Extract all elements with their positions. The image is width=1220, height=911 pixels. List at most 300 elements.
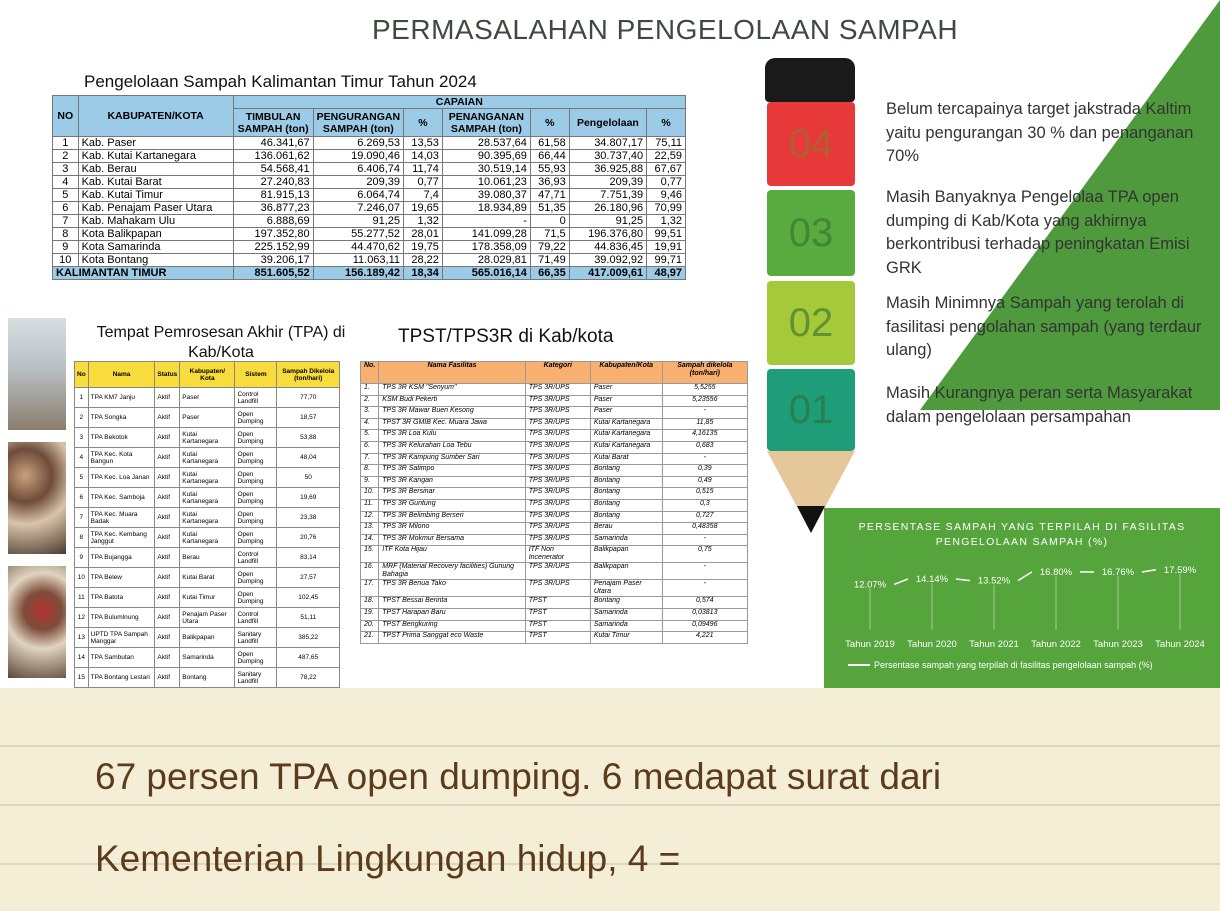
tpa-cell: Aktif: [155, 528, 180, 548]
table-cell: 66,44: [530, 150, 569, 163]
tpst-cell: TPS 3R Milono: [379, 523, 525, 535]
tpst-cell: TPS 3R Kampung Sumber Sari: [379, 453, 525, 465]
tpst-cell: 0,75: [662, 546, 747, 563]
table-cell: 0,77: [647, 176, 686, 189]
tpa-table: [74, 361, 340, 688]
tpa-cell: Aktif: [155, 668, 180, 688]
puzzle-number: 03: [788, 210, 834, 255]
table-cell: Kab. Paser: [78, 137, 233, 150]
table-row: [361, 511, 748, 523]
tpa-cell: 12: [75, 608, 89, 628]
table-cell: 39.206,17: [233, 254, 313, 267]
table-cell: 26.180,96: [569, 202, 646, 215]
chart-series-line: [894, 579, 908, 585]
table-cell: Kab. Kutai Barat: [78, 176, 233, 189]
tpa-cell: Balikpapan: [180, 628, 235, 648]
tpst-cell: 15.: [361, 546, 379, 563]
tpa-cell: 8: [75, 528, 89, 548]
tpst-cell: TPST: [525, 597, 590, 609]
tpst-cell: 0,727: [662, 511, 747, 523]
tpa-cell: 27,57: [277, 568, 340, 588]
tpst-cell: -: [662, 453, 747, 465]
chart-x-tick: Tahun 2021: [969, 639, 1019, 650]
header-pct2: %: [530, 109, 569, 137]
table1-title: Pengelolaan Sampah Kalimantan Timur Tahun 2024: [84, 72, 477, 91]
total-cell: 18,34: [404, 267, 443, 280]
tpa-cell: TPA Belew: [88, 568, 155, 588]
table-row: [75, 668, 340, 688]
tpst-cell: Bontang: [590, 465, 662, 477]
tpa-cell: 1: [75, 388, 89, 408]
table-row: [75, 448, 340, 468]
tpst-cell: Paser: [590, 395, 662, 407]
chart-x-tick: Tahun 2019: [845, 639, 895, 650]
tpa-cell: Open Dumping: [235, 648, 277, 668]
tpst-cell: 13.: [361, 523, 379, 535]
total-cell: 417.009,61: [569, 267, 646, 280]
tpa-cell: 77,70: [277, 388, 340, 408]
header-no: NO: [53, 96, 79, 137]
table-row: [361, 441, 748, 453]
table-cell: 7,4: [404, 189, 443, 202]
tpa-cell: Aktif: [155, 568, 180, 588]
table-cell: 7.751,39: [569, 189, 646, 202]
table-cell: 28.537,64: [442, 137, 530, 150]
table-cell: 36.925,88: [569, 163, 646, 176]
table-row: [361, 632, 748, 644]
tpst-cell: TPST 3R GMIB Kec. Muara Jawa: [379, 418, 525, 430]
table-row: [75, 648, 340, 668]
tpst-cell: ITF Non Incenerator: [525, 546, 590, 563]
tpst-cell: TPS 3R/UPS: [525, 430, 590, 442]
waste-management-table: [52, 95, 686, 280]
chart-data-label: 16.80%: [1039, 566, 1073, 578]
tpst-cell: Bontang: [590, 511, 662, 523]
table-cell: 197.352,80: [233, 228, 313, 241]
tpst-cell: Bontang: [590, 488, 662, 500]
puzzle-piece-01: [767, 369, 855, 451]
tpst-cell: Kutai Kartanegara: [590, 430, 662, 442]
table-row: [75, 568, 340, 588]
tpst-cell: 0,515: [662, 488, 747, 500]
tpa-cell: Aktif: [155, 608, 180, 628]
table-cell: 10: [53, 254, 79, 267]
caption-line-2: Kementerian Lingkungan hidup, 4 =: [95, 838, 681, 879]
tpst-cell: TPST: [525, 608, 590, 620]
tpa-cell: Berau: [180, 548, 235, 568]
tpst-header: Kategori: [525, 362, 590, 384]
tpst-cell: 1.: [361, 384, 379, 396]
tpst-cell: 12.: [361, 511, 379, 523]
table-cell: Kota Balikpapan: [78, 228, 233, 241]
legend-label: Persentase sampah yang terpilah di fasilitas pengelolaan sampah (%): [874, 660, 1153, 670]
tpst-cell: Bontang: [590, 476, 662, 488]
table-cell: Kab. Kutai Timur: [78, 189, 233, 202]
tpst-cell: TPS 3R/UPS: [525, 395, 590, 407]
tpst-cell: 7.: [361, 453, 379, 465]
total-row: [53, 267, 686, 280]
caption-area: [0, 688, 1220, 911]
tpst-cell: 0,574: [662, 597, 747, 609]
tpst-cell: Balikpapan: [590, 546, 662, 563]
table-cell: 19.090,46: [313, 150, 403, 163]
table-cell: 1,32: [404, 215, 443, 228]
tpst-cell: -: [662, 534, 747, 546]
tpa-cell: Open Dumping: [235, 508, 277, 528]
puzzle-piece-03: [767, 190, 855, 276]
tpa-header: No: [75, 362, 89, 388]
table-cell: 0,77: [404, 176, 443, 189]
tpst-cell: TPST Bessai Berinta: [379, 597, 525, 609]
tpst-header: Sampah dikelola (ton/hari): [662, 362, 747, 384]
tpa-cell: 83,14: [277, 548, 340, 568]
table-cell: 2: [53, 150, 79, 163]
table-row: [75, 528, 340, 548]
tpa-cell: Kutai Timur: [180, 588, 235, 608]
table-row: [361, 384, 748, 396]
tpst-cell: TPS 3R Mokmur Bersama: [379, 534, 525, 546]
landfill-photo-3: [8, 566, 66, 678]
tpa-cell: Sanitary Landfill: [235, 628, 277, 648]
tpa-cell: TPA KM7 Janju: [88, 388, 155, 408]
table-row: [75, 588, 340, 608]
tpa-cell: Kutai Kartanegara: [180, 428, 235, 448]
table-cell: 28.029,81: [442, 254, 530, 267]
tpa-header: Sistem: [235, 362, 277, 388]
tpa-cell: TPA Kec. Muara Badak: [88, 508, 155, 528]
tpa-cell: UPTD TPA Sampah Manggar: [88, 628, 155, 648]
table-cell: 36.877,23: [233, 202, 313, 215]
tpst-cell: TPST Prima Sanggat eco Waste: [379, 632, 525, 644]
tpst-cell: TPS 3R Kangan: [379, 476, 525, 488]
tpa-cell: 50: [277, 468, 340, 488]
landfill-photo-1: [8, 318, 66, 430]
tpa-cell: Kutai Barat: [180, 568, 235, 588]
tpa-cell: Aktif: [155, 448, 180, 468]
tpa-cell: Aktif: [155, 428, 180, 448]
tpa-cell: Control Landfill: [235, 608, 277, 628]
table-cell: 6.406,74: [313, 163, 403, 176]
tpa-cell: 7: [75, 508, 89, 528]
table-cell: 1: [53, 137, 79, 150]
header-capaian: CAPAIAN: [233, 96, 685, 109]
tpst-cell: Kutai Kartanegara: [590, 418, 662, 430]
problem-text-03: Masih Banyaknya Pengelolaa TPA open dumping di Kab/Kota yang akhirnya berkontribusi terhadap peningkatan Emisi GRK: [886, 188, 1190, 277]
tpa-cell: Aktif: [155, 388, 180, 408]
tpa-cell: 6: [75, 488, 89, 508]
tpst-cell: 3.: [361, 407, 379, 419]
tpst-cell: 0,683: [662, 441, 747, 453]
table-row: [53, 215, 686, 228]
table-cell: 19,75: [404, 241, 443, 254]
tpst-cell: ITF Kota Hijau: [379, 546, 525, 563]
tpst-cell: 0,39: [662, 465, 747, 477]
tpst-cell: TPS 3R/UPS: [525, 453, 590, 465]
header-penanganan: PENANGANAN SAMPAH (ton): [442, 109, 530, 137]
tpa-cell: TPA Batota: [88, 588, 155, 608]
table-row: [361, 608, 748, 620]
tpst-cell: TPS 3R/UPS: [525, 499, 590, 511]
chart-x-tick: Tahun 2020: [907, 639, 957, 650]
tpst-cell: Penajam Paser Utara: [590, 580, 662, 597]
tpa-cell: Control Landfill: [235, 548, 277, 568]
tpa-header: Status: [155, 362, 180, 388]
total-cell: 48,97: [647, 267, 686, 280]
table-row: [53, 202, 686, 215]
table-cell: 225.152,99: [233, 241, 313, 254]
table-cell: 22,59: [647, 150, 686, 163]
table-cell: Kab. Mahakam Ulu: [78, 215, 233, 228]
chart-series-line: [1142, 570, 1156, 572]
table-cell: 36,93: [530, 176, 569, 189]
tpa-cell: Kutai Kartanegara: [180, 468, 235, 488]
header-pengelolaan: Pengelolaan: [569, 109, 646, 137]
chart-x-tick: Tahun 2023: [1093, 639, 1143, 650]
tpa-cell: Aktif: [155, 628, 180, 648]
table-cell: 8: [53, 228, 79, 241]
tpa-cell: 4: [75, 448, 89, 468]
tpst-cell: 18.: [361, 597, 379, 609]
table-row: [53, 254, 686, 267]
caption-line-1: 67 persen TPA open dumping. 6 medapat surat dari: [95, 756, 942, 797]
chart-series-line: [1018, 572, 1032, 581]
tpst-cell: TPS 3R Loa Kulu: [379, 430, 525, 442]
chart-data-label: 14.14%: [915, 573, 949, 585]
tpst-cell: 0,49: [662, 476, 747, 488]
tpst-cell: TPS 3R/UPS: [525, 441, 590, 453]
table-cell: -: [442, 215, 530, 228]
header-timbulan: TIMBULAN SAMPAH (ton): [233, 109, 313, 137]
table-row: [75, 468, 340, 488]
tpa-cell: 51,11: [277, 608, 340, 628]
tpst-cell: TPS 3R/UPS: [525, 418, 590, 430]
tpa-header: Nama: [88, 362, 155, 388]
table-cell: 67,67: [647, 163, 686, 176]
tpst-cell: 2.: [361, 395, 379, 407]
problem-text-04: Belum tercapainya target jakstrada Kaltim yaitu pengurangan 30 % dan penanganan 70%: [886, 100, 1194, 165]
table-row: [75, 428, 340, 448]
table-cell: 39.080,37: [442, 189, 530, 202]
table-cell: 1,32: [647, 215, 686, 228]
tpst-cell: 4,221: [662, 632, 747, 644]
total-cell: 565.016,14: [442, 267, 530, 280]
table-row: [361, 546, 748, 563]
tpst-cell: 4.: [361, 418, 379, 430]
tpa-cell: 102,45: [277, 588, 340, 608]
table-cell: 30.737,40: [569, 150, 646, 163]
tpa-cell: Paser: [180, 388, 235, 408]
tpa-cell: 78,22: [277, 668, 340, 688]
tpst-cell: MRF (Material Recovery facilities) Gunung Bahagia: [379, 563, 525, 580]
table-row: [75, 548, 340, 568]
table-cell: 55.277,52: [313, 228, 403, 241]
tpst-cell: 5,5255: [662, 384, 747, 396]
chart-title: PERSENTASE SAMPAH YANG TERPILAH DI FASILITAS PENGELOLAAN SAMPAH (%): [858, 521, 1186, 548]
tpa-cell: 2: [75, 408, 89, 428]
table-cell: 75,11: [647, 137, 686, 150]
table-row: [361, 476, 748, 488]
tpst-cell: Kutai Kartanegara: [590, 441, 662, 453]
tpst-cell: Samarinda: [590, 608, 662, 620]
tpa-cell: 53,88: [277, 428, 340, 448]
table-cell: 39.092,92: [569, 254, 646, 267]
table-cell: 71,5: [530, 228, 569, 241]
table-cell: 6: [53, 202, 79, 215]
table-cell: Kab. Kutai Kartanegara: [78, 150, 233, 163]
tpa-cell: Aktif: [155, 468, 180, 488]
tpst-header: Kabupaten/Kota: [590, 362, 662, 384]
total-cell: 66,35: [530, 267, 569, 280]
header-pengurangan: PENGURANGAN SAMPAH (ton): [313, 109, 403, 137]
tpst-cell: TPS 3R/UPS: [525, 476, 590, 488]
tpst-cell: Bontang: [590, 499, 662, 511]
table-row: [53, 150, 686, 163]
tpst-cell: 5,23556: [662, 395, 747, 407]
tpst-cell: Samarinda: [590, 534, 662, 546]
tpst-cell: 0,03813: [662, 608, 747, 620]
tpa-cell: TPA Kec. Kembang Janggut: [88, 528, 155, 548]
table-row: [75, 488, 340, 508]
table-row: [53, 241, 686, 254]
chart-data-label: 17.59%: [1163, 564, 1197, 576]
table-cell: 4: [53, 176, 79, 189]
table-row: [75, 408, 340, 428]
table-cell: 27.240,83: [233, 176, 313, 189]
tpa-cell: Aktif: [155, 648, 180, 668]
tpst-cell: TPS 3R/UPS: [525, 580, 590, 597]
pencil-eraser: [765, 58, 855, 102]
tpst-cell: 9.: [361, 476, 379, 488]
table-row: [361, 580, 748, 597]
tpst-cell: TPS 3R/UPS: [525, 523, 590, 535]
table-cell: 19,91: [647, 241, 686, 254]
tpa-cell: TPA Songka: [88, 408, 155, 428]
tpa-cell: 487,65: [277, 648, 340, 668]
tpst-cell: TPS 3R KSM "Senyum": [379, 384, 525, 396]
table-cell: 10.061,23: [442, 176, 530, 189]
tpst-cell: -: [662, 563, 747, 580]
table-row: [361, 563, 748, 580]
table-cell: 28,01: [404, 228, 443, 241]
table-cell: 91,25: [313, 215, 403, 228]
tpa-cell: Bontang: [180, 668, 235, 688]
sorted-waste-chart: [824, 508, 1220, 688]
puzzle-number: 02: [788, 300, 834, 345]
table-cell: 51,35: [530, 202, 569, 215]
slide-title: PERMASALAHAN PENGELOLAAN SAMPAH: [372, 14, 959, 45]
tpst-table: [360, 361, 748, 644]
table-row: [53, 137, 686, 150]
tpa-cell: 18,57: [277, 408, 340, 428]
tpst-cell: 0,3: [662, 499, 747, 511]
tpst-cell: TPS 3R Kelurahan Loa Tebu: [379, 441, 525, 453]
tpa-cell: Kutai Kartanegara: [180, 448, 235, 468]
tpst-cell: TPS 3R/UPS: [525, 534, 590, 546]
table-row: [361, 534, 748, 546]
tpa-cell: Aktif: [155, 408, 180, 428]
tpst-cell: 21.: [361, 632, 379, 644]
table-cell: 6.064,74: [313, 189, 403, 202]
table-cell: 7.246,07: [313, 202, 403, 215]
tpst-cell: 0,09496: [662, 620, 747, 632]
tpst-cell: Paser: [590, 407, 662, 419]
tpst-cell: Kutai Barat: [590, 453, 662, 465]
tpa-cell: TPA Bulumlnung: [88, 608, 155, 628]
tpst-cell: 11.: [361, 499, 379, 511]
tpst-cell: TPST Bengkuring: [379, 620, 525, 632]
table-cell: 44.836,45: [569, 241, 646, 254]
total-cell: 851.605,52: [233, 267, 313, 280]
table-cell: 9,46: [647, 189, 686, 202]
tpst-cell: TPS 3R Mawar Buen Kesong: [379, 407, 525, 419]
tpa-cell: 15: [75, 668, 89, 688]
table-cell: 54.568,41: [233, 163, 313, 176]
table-cell: 13,53: [404, 137, 443, 150]
tpst-cell: TPS 3R/UPS: [525, 563, 590, 580]
chart-data-label: 13.52%: [977, 575, 1011, 587]
puzzle-piece-04: [767, 102, 855, 186]
tpst-cell: TPS 3R/UPS: [525, 407, 590, 419]
tpa-cell: 3: [75, 428, 89, 448]
table2-title: Tempat Pemrosesan Akhir (TPA) di Kab/Kota: [96, 324, 346, 361]
table-cell: 11,74: [404, 163, 443, 176]
chart-series-line: [956, 579, 970, 581]
table-cell: 28,22: [404, 254, 443, 267]
tpa-cell: TPA Kec. Samboja: [88, 488, 155, 508]
table-cell: 5: [53, 189, 79, 202]
tpa-cell: Sanitary Landfill: [235, 668, 277, 688]
table-row: [361, 597, 748, 609]
table-cell: 136.061,62: [233, 150, 313, 163]
tpa-cell: Kutai Kartanegara: [180, 488, 235, 508]
puzzle-number: 04: [788, 121, 834, 166]
tpa-cell: Open Dumping: [235, 448, 277, 468]
header-pct1: %: [404, 109, 443, 137]
tpst-cell: 14.: [361, 534, 379, 546]
tpa-cell: Samarinda: [180, 648, 235, 668]
tpa-cell: Control Landfill: [235, 388, 277, 408]
tpa-cell: Open Dumping: [235, 408, 277, 428]
tpst-cell: 11,85: [662, 418, 747, 430]
tpa-cell: TPA Bujangga: [88, 548, 155, 568]
tpst-cell: Bontang: [590, 597, 662, 609]
tpa-cell: Open Dumping: [235, 428, 277, 448]
tpst-cell: TPS 3R Belimbing Berseri: [379, 511, 525, 523]
tpa-cell: Paser: [180, 408, 235, 428]
tpst-cell: Kutai Timur: [590, 632, 662, 644]
tpa-cell: 9: [75, 548, 89, 568]
tpst-cell: 20.: [361, 620, 379, 632]
table-cell: 47,71: [530, 189, 569, 202]
table-cell: 30.519,14: [442, 163, 530, 176]
problem-text-01: Masih Kurangnya peran serta Masyarakat dalam pengelolaan persampahan: [886, 384, 1193, 426]
tpa-cell: 5: [75, 468, 89, 488]
tpst-cell: 5.: [361, 430, 379, 442]
table-cell: 9: [53, 241, 79, 254]
table-cell: 19,65: [404, 202, 443, 215]
tpst-cell: KSM Budi Pekerti: [379, 395, 525, 407]
table-row: [75, 388, 340, 408]
tpst-cell: TPS 3R Bersinar: [379, 488, 525, 500]
tpst-cell: TPS 3R Guntung: [379, 499, 525, 511]
chart-legend: [848, 660, 1153, 670]
tpst-cell: 17.: [361, 580, 379, 597]
tpst-cell: 6.: [361, 441, 379, 453]
table-cell: 196.376,80: [569, 228, 646, 241]
total-cell: 156.189,42: [313, 267, 403, 280]
problem-text-02: Masih Minimnya Sampah yang terolah di fasilitasi pengolahan sampah (yang terdaur ulang): [886, 294, 1202, 359]
tpa-cell: Aktif: [155, 488, 180, 508]
